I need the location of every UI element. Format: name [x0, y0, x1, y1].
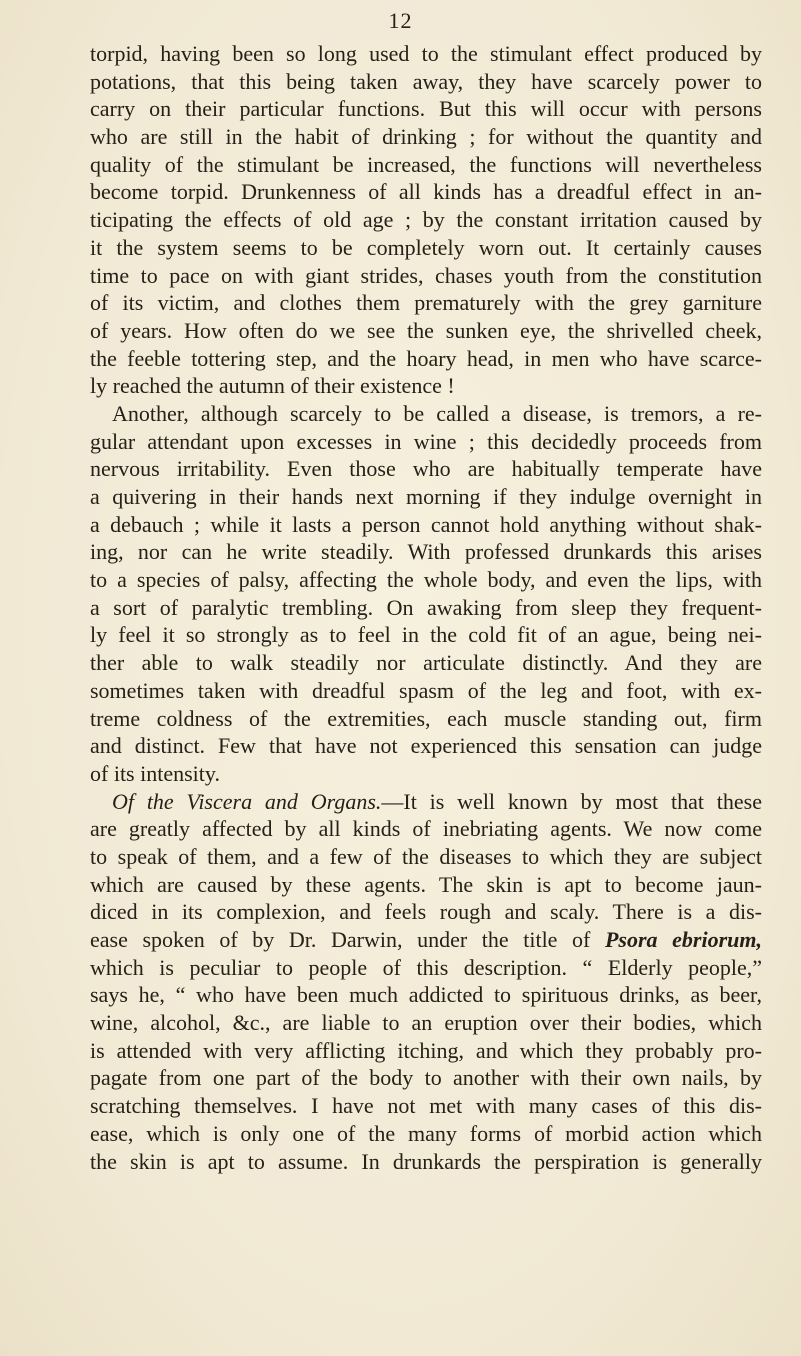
text-line: to speak of them, and a few of the diseases to which they are subject [90, 843, 762, 869]
text-line: it the system seems to be completely worn out. It certainly causes [90, 234, 762, 260]
text-line: is attended with very afflicting itching, and which they probably pro- [90, 1037, 762, 1063]
text-line: a sort of paralytic trembling. On awaking from sleep they frequent- [90, 594, 762, 620]
text-line: of its victim, and clothes them prematurely with the grey garniture [90, 290, 762, 316]
paragraph-end-line: ly reached the autumn of their existence ! [90, 373, 455, 399]
text-line: of years. How often do we see the sunken eye, the shrivelled cheek, [90, 317, 762, 343]
text-line: diced in its complexion, and feels rough and scaly. There is a dis- [90, 899, 762, 925]
section-heading: Of the Viscera and Organs. [112, 788, 382, 814]
disease-name: Psora ebriorum, [604, 927, 762, 952]
section-intro: —It is well known by most that these [381, 788, 762, 814]
disease-line [90, 926, 762, 954]
text-line: the feeble tottering step, and the hoary head, in men who have scarce- [90, 345, 762, 371]
text-line: quality of the stimulant be increased, the functions will nevertheless [90, 151, 762, 177]
text-line: carry on their particular functions. But this will occur with persons [90, 96, 762, 122]
text-line: ticipating the effects of old age ; by the constant irritation caused by [90, 207, 762, 233]
text-line: time to pace on with giant strides, chases youth from the constitution [90, 262, 762, 288]
page-number: 12 [388, 8, 413, 33]
text-line: ing, nor can he write steadily. With professed drunkards this arises [90, 539, 762, 565]
text-line: become torpid. Drunkenness of all kinds has a dreadful effect in an- [90, 179, 762, 205]
text-line: and distinct. Few that have not experienced this sensation can judge [90, 733, 762, 759]
text-line: treme coldness of the extremities, each muscle standing out, firm [90, 705, 762, 731]
text-line: who are still in the habit of drinking ; for without the quantity and [90, 124, 762, 150]
text-line: wine, alcohol, &c., are liable to an eruption over their bodies, which [90, 1010, 762, 1036]
text-line: torpid, having been so long used to the stimulant effect produced by [90, 41, 762, 66]
disease-line-text: ease spoken of by Dr. Darwin, under the title of [90, 927, 605, 952]
text-line: scratching themselves. I have not met with many cases of this dis- [90, 1093, 762, 1119]
text-line: pagate from one part of the body to another with their own nails, by [90, 1065, 762, 1091]
text-line: the skin is apt to assume. In drunkards the perspiration is generally [90, 1148, 762, 1174]
text-line: which is peculiar to people of this description. “ Elderly people,” [90, 954, 762, 980]
text-line: a quivering in their hands next morning if they indulge overnight in [90, 484, 762, 509]
text-line: says he, “ who have been much addicted to spirituous drinks, as beer, [90, 982, 762, 1008]
text-line: nervous irritability. Even those who are habitually temperate have [90, 456, 762, 482]
text-line: gular attendant upon excesses in wine ; this decidedly proceeds from [90, 428, 762, 454]
text-line: ther able to walk steadily nor articulate distinctly. And they are [90, 650, 762, 676]
text-line: a debauch ; while it lasts a person cannot hold anything without shak- [90, 511, 762, 537]
text-line: ease, which is only one of the many forms of morbid action which [90, 1120, 762, 1146]
paragraph-end-line: of its intensity. [90, 760, 220, 786]
text-line: sometimes taken with dreadful spasm of the leg and foot, with ex- [90, 677, 762, 703]
section-heading-line [90, 788, 762, 816]
paragraph-start-line: Another, although scarcely to be called a disease, is tremors, a re- [112, 400, 762, 426]
text-line: to a species of palsy, affecting the whole body, and even the lips, with [90, 567, 762, 593]
text-line: potations, that this being taken away, they have scarcely power to [90, 68, 762, 94]
text-line: are greatly affected by all kinds of inebriating agents. We now come [90, 816, 762, 842]
text-line: which are caused by these agents. The skin is apt to become jaun- [90, 871, 762, 897]
text-line: ly feel it so strongly as to feel in the cold fit of an ague, being nei- [90, 622, 762, 648]
body-text [90, 40, 762, 1175]
